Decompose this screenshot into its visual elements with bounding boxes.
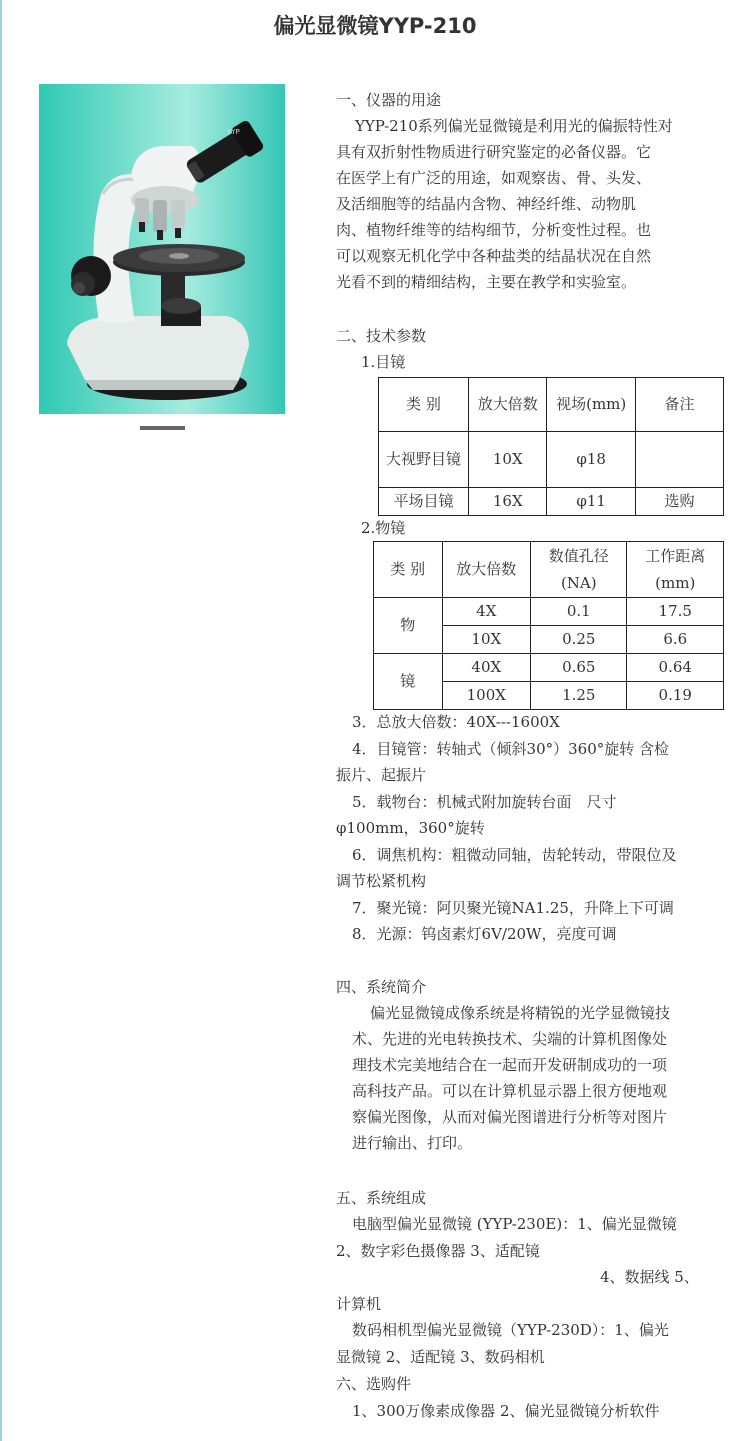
image-watermark: YYP [227,128,240,136]
spec-item: 8．光源：钨卤素灯6V/20W，亮度可调 [352,925,617,943]
purpose-line: 在医学上有广泛的用途，如观察齿、骨、头发、 [336,169,652,187]
purpose-line: 光看不到的精细结构，主要在教学和实验室。 [336,273,637,291]
purpose-line: 肉、植物纤维等的结构细节，分析变性过程。也 [336,221,652,239]
overview-line: 进行输出、打印。 [352,1134,473,1152]
table-row [374,598,724,626]
table-category-cell: 物 [374,598,443,654]
table-cell: 0.19 [627,682,724,710]
table-cell: 大视野目镜 [379,432,469,488]
table-cell: 平场目镜 [379,488,469,516]
table-header-row [374,542,724,598]
table-header-row [379,378,724,432]
spec-item: φ100mm，360°旋转 [336,819,485,837]
purpose-line: 具有双折射性物质进行研究鉴定的必备仪器。它 [336,143,652,161]
image-pager-indicator[interactable] [140,426,185,430]
table-cell: 0.25 [531,626,627,654]
purpose-line: 可以观察无机化学中各种盐类的结晶状况在自然 [336,247,652,265]
product-image[interactable] [39,84,285,414]
table-header-cell: 备注 [635,378,723,432]
composition-line: 4、数据线 5、 [600,1268,699,1286]
page-title: 偏光显微镜YYP-210 [273,14,477,38]
section-heading-specs: 二、技术参数 [336,327,427,345]
table-cell [635,432,723,488]
table-cell: 17.5 [627,598,724,626]
purpose-line: 及活细胞等的结晶内含物、神经纤维、动物肌 [336,195,637,213]
objective-label: 2.物镜 [361,519,406,537]
table-cell: φ18 [547,432,635,488]
spec-item: 3．总放大倍数：40X---1600X [352,713,560,731]
table-category-cell: 镜 [374,654,443,710]
spec-item: 6．调焦机构：粗微动同轴，齿轮转动，带限位及 [352,846,677,864]
table-header-cell: 数值孔径 (NA) [531,542,627,598]
table-row [379,432,724,488]
table-cell: 4X [442,598,531,626]
overview-line: 察偏光图像，从而对偏光图谱进行分析等对图片 [352,1108,668,1126]
table-cell: 0.64 [627,654,724,682]
eyepiece-table [378,377,724,516]
objective-table [373,541,724,710]
spec-item: 振片、起振片 [336,766,427,784]
table-row [379,488,724,516]
section-heading-purpose: 一、仪器的用途 [336,91,442,109]
section-heading-composition: 五、系统组成 [336,1189,427,1207]
composition-line: 2、数字彩色摄像器 3、适配镜 [336,1242,540,1260]
composition-line: 计算机 [336,1295,382,1313]
section-heading-overview: 四、系统简介 [336,978,427,996]
composition-line: 显微镜 2、适配镜 3、数码相机 [336,1348,545,1366]
table-cell: 0.65 [531,654,627,682]
table-cell: 16X [469,488,547,516]
table-cell: 100X [442,682,531,710]
table-cell: 10X [469,432,547,488]
overview-line: 术、先进的光电转换技术、尖端的计算机图像处 [352,1030,668,1048]
table-cell: 40X [442,654,531,682]
table-row [374,654,724,682]
composition-line: 电脑型偏光显微镜 (YYP-230E)：1、偏光显微镜 [352,1215,677,1233]
options-line: 1、300万像素成像器 2、偏光显微镜分析软件 [352,1402,660,1420]
table-header-cell: 放大倍数 [469,378,547,432]
overview-line: 理技术完美地结合在一起而开发研制成功的一项 [352,1056,668,1074]
spec-item: 调节松紧机构 [336,872,427,890]
table-header-cell: 类 别 [374,542,443,598]
purpose-line: YYP-210系列偏光显微镜是利用光的偏振特性对 [355,117,673,135]
spec-item: 4．目镜管：转轴式（倾斜30°）360°旋转 含检 [352,740,670,758]
spec-item: 5．载物台：机械式附加旋转台面 尺寸 [352,793,617,811]
composition-line: 数码相机型偏光显微镜（YYP-230D）：1、偏光 [352,1321,669,1339]
overview-line: 高科技产品。可以在计算机显示器上很方便地观 [352,1082,668,1100]
table-cell: 0.1 [531,598,627,626]
table-cell: 选购 [635,488,723,516]
table-header-cell: 视场(mm) [547,378,635,432]
spec-item: 7．聚光镜：阿贝聚光镜NA1.25，升降上下可调 [352,899,674,917]
table-cell: 6.6 [627,626,724,654]
table-cell: 10X [442,626,531,654]
table-header-cell: 类 别 [379,378,469,432]
table-header-cell: 工作距离 (mm) [627,542,724,598]
table-cell: φ11 [547,488,635,516]
page-left-border [0,0,2,1441]
table-header-cell: 放大倍数 [442,542,531,598]
section-heading-options: 六、选购件 [336,1375,412,1393]
microscope-illustration [39,84,285,414]
table-cell: 1.25 [531,682,627,710]
eyepiece-label: 1.目镜 [361,353,406,371]
overview-line: 偏光显微镜成像系统是将精锐的光学显微镜技 [370,1004,671,1022]
